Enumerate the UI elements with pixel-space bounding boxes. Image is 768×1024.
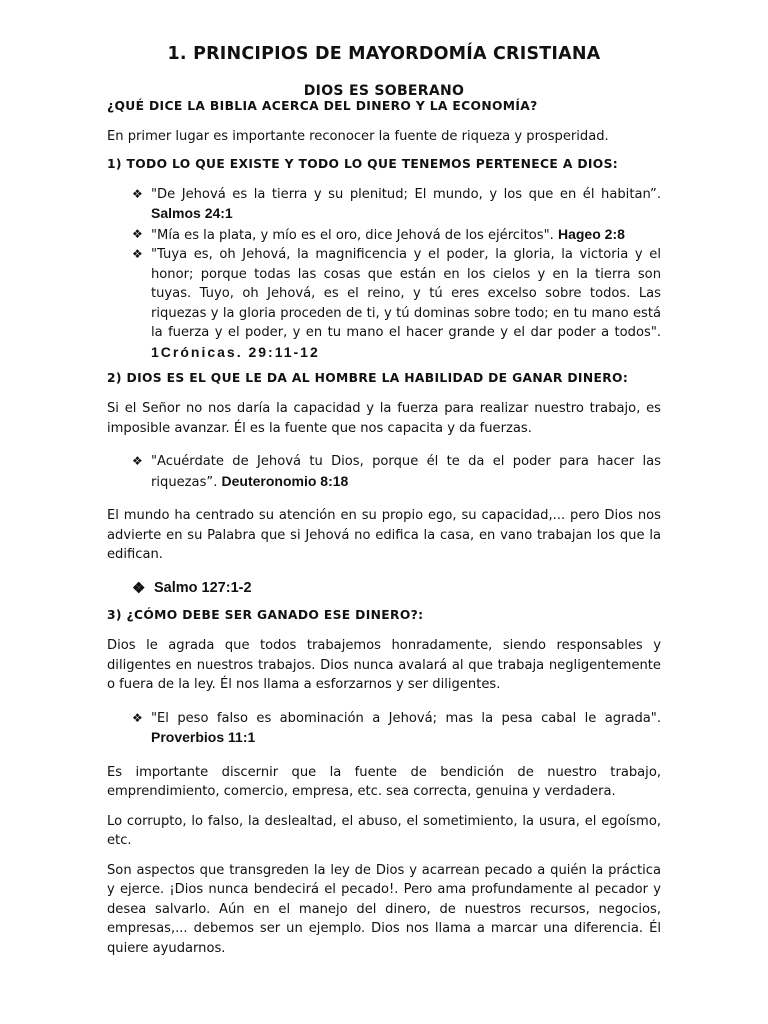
verse-item (132, 579, 661, 599)
intro-paragraph: En primer lugar es importante reconocer la fuente de riqueza y prosperidad. (107, 129, 609, 144)
verse-list-3 (107, 579, 661, 599)
verse-reference: Salmos 24:1 (151, 205, 233, 221)
verse-list-2 (107, 452, 661, 492)
verse-item (132, 225, 661, 246)
verse-item (132, 245, 661, 363)
paragraph: Lo corrupto, lo falso, la deslealtad, el abuso, el sometimiento, la usura, el egoísmo, etc. (107, 813, 661, 848)
verse-text: "De Jehová es la tierra y su plenitud; El mundo, y los que en él habitan”. (151, 186, 661, 202)
diamond-bullet-icon: ❖ (132, 710, 143, 725)
verse-text: "Tuya es, oh Jehová, la magnificencia y el poder, la gloria, la victoria y el honor; porque todas las cosas que están en los cielos y en la tierra son tuyas. Tuyo, oh Jehová, es el reino, y tú eres excelso sobre todos. Las riquezas y la gloria proceden de ti, y tú dominas sobre todo; en tu mano está la fuerza y el poder, y en tu mano el hacer grande y el dar poder a todos". (151, 247, 661, 340)
heading-3: 3) ¿CÓMO DEBE SER GANADO ESE DINERO?: (107, 608, 424, 622)
verse-text: "El peso falso es abominación a Jehová; mas la pesa cabal le agrada". (151, 710, 661, 726)
verse-reference: Deuteronomio 8:18 (221, 472, 349, 489)
verse-item (132, 709, 661, 749)
verse-list-1 (107, 185, 661, 364)
diamond-bullet-icon: ❖ (132, 226, 143, 241)
question-heading: ¿QUÉ DICE LA BIBLIA ACERCA DEL DINERO Y LA ECONOMÍA? (107, 99, 538, 113)
diamond-bullet-icon: ❖ (132, 454, 143, 468)
section-subtitle: DIOS ES SOBERANO (303, 83, 465, 99)
verse-text: "Mía es la plata, y mío es el oro, dice Jehová de los ejércitos". (151, 227, 554, 243)
verse-reference: Salmo 127:1-2 (154, 579, 252, 596)
verse-reference: 1Crónicas. 29:11-12 (151, 343, 320, 360)
heading-2: 2) DIOS ES EL QUE LE DA AL HOMBRE LA HABILIDAD DE GANAR DINERO: (107, 371, 629, 385)
paragraph: Es importante discernir que la fuente de bendición de nuestro trabajo, emprendimiento, comercio, empresa, etc. sea correcta, genuina y verdadera. (107, 764, 661, 799)
diamond-bullet-icon: ❖ (132, 186, 143, 201)
verse-list-4 (107, 709, 661, 749)
diamond-bullet-icon: ❖ (132, 579, 146, 597)
paragraph: El mundo ha centrado su atención en su propio ego, su capacidad,... pero Dios nos advierte en su Palabra que si Jehová no edifica la casa, en vano trabajan los que la edifican. (107, 508, 661, 562)
paragraph: Son aspectos que transgreden la ley de Dios y acarrean pecado a quién la práctica y ejerce. ¡Dios nunca bendecirá el pecado!. Pero ama profundamente al pecador y desea salvarlo. Aún en el manejo del dinero, de nuestros recursos, negocios, empresas,... debemos ser un ejemplo. Dios nos llama a marcar una diferencia. Él quiere ayudarnos. (107, 862, 661, 956)
document-title: 1. PRINCIPIOS DE MAYORDOMÍA CRISTIANA (167, 44, 601, 64)
paragraph: Si el Señor no nos daría la capacidad y la fuerza para realizar nuestro trabajo, es imposible avanzar. Él es la fuente que nos capacita y da fuerzas. (107, 401, 661, 436)
paragraph: Dios le agrada que todos trabajemos honradamente, siendo responsables y diligentes en nuestros trabajos. Dios nunca avalará al que trabaja negligentemente o fuera de la ley. Él nos llama a esforzarnos y ser diligentes. (107, 638, 661, 692)
verse-reference: Proverbios 11:1 (151, 729, 256, 745)
verse-item (132, 452, 661, 492)
verse-reference: Hageo 2:8 (557, 225, 625, 242)
heading-1: 1) TODO LO QUE EXISTE Y TODO LO QUE TENEMOS PERTENECE A DIOS: (107, 156, 619, 171)
verse-text: "Acuérdate de Jehová tu Dios, porque él te da el poder para hacer las riquezas”. (151, 454, 661, 490)
verse-item (132, 185, 661, 225)
diamond-bullet-icon: ❖ (132, 247, 143, 261)
